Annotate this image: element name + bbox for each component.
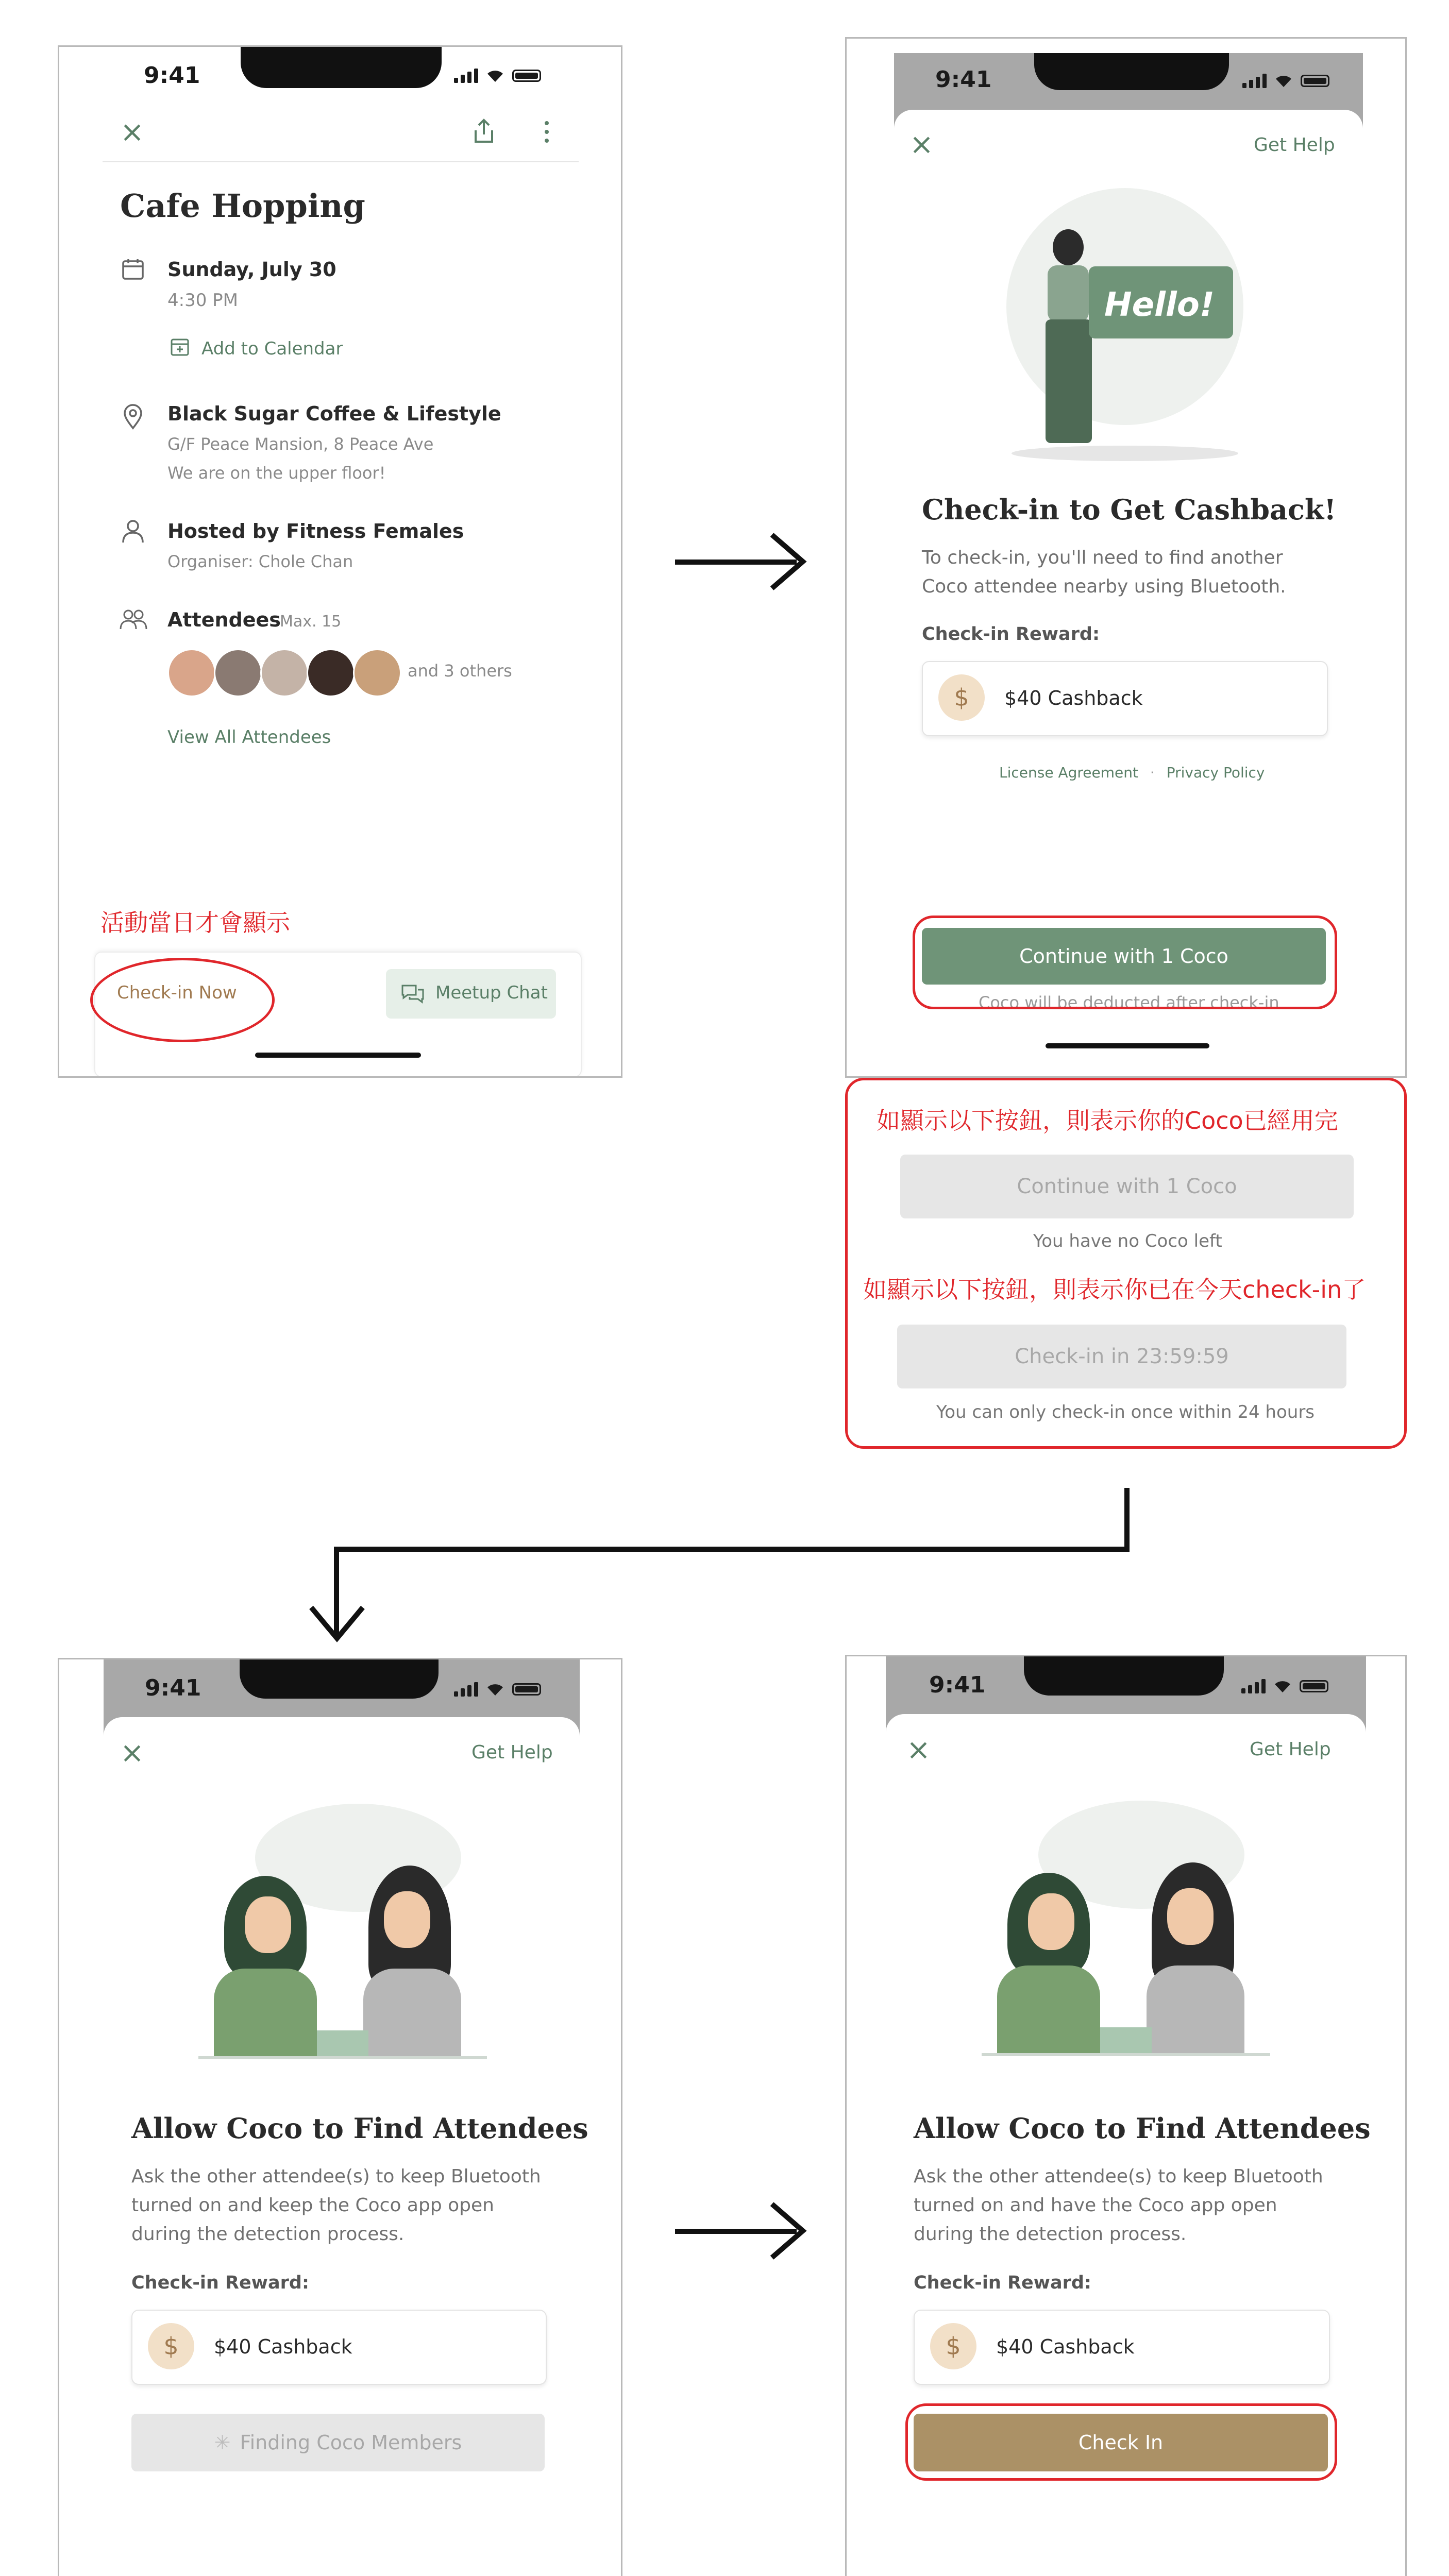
spinner-icon: ✳ xyxy=(214,2431,231,2454)
battery-icon xyxy=(512,70,541,82)
friends-illustration xyxy=(976,1801,1275,2069)
illustration-person1-face xyxy=(245,1896,291,1953)
dollar-coin-icon: $ xyxy=(938,674,985,721)
avatar xyxy=(260,649,309,697)
arrow-head-down-icon xyxy=(307,1603,367,1645)
illustration-cups xyxy=(317,2030,368,2056)
status-bar xyxy=(104,1659,580,1711)
wifi-icon xyxy=(485,1682,505,1697)
divider xyxy=(103,161,579,162)
deduct-note: Coco will be deducted after check-in xyxy=(979,993,1279,1012)
notch xyxy=(240,1659,439,1699)
separator-dot: · xyxy=(1150,764,1155,781)
finding-members-button xyxy=(131,2414,545,2471)
find-attendees-title: Allow Coco to Find Attendees xyxy=(914,2112,1371,2145)
battery-icon xyxy=(1301,75,1329,87)
reward-label: Check-in Reward: xyxy=(922,624,1100,645)
status-bar xyxy=(886,1656,1366,1708)
event-date: Sunday, July 30 xyxy=(167,258,336,281)
status-time: 9:41 xyxy=(144,62,200,89)
organiser: Organiser: Chole Chan xyxy=(167,552,353,571)
friends-illustration xyxy=(193,1804,492,2072)
once-per-day-note: You can only check-in once within 24 hours xyxy=(936,1402,1315,1422)
reward-amount: $40 Cashback xyxy=(214,2335,352,2358)
no-coco-left: You have no Coco left xyxy=(1033,1231,1222,1251)
status-icons xyxy=(454,1682,541,1697)
hello-sign xyxy=(1089,266,1233,338)
hello-illustration xyxy=(996,188,1254,477)
meetup-chat-label: Meetup Chat xyxy=(435,982,548,1003)
others-count: and 3 others xyxy=(408,661,512,681)
illustration-person1-body xyxy=(214,1969,317,2056)
avatar xyxy=(307,649,355,697)
avatar xyxy=(214,649,262,697)
wifi-icon xyxy=(1274,74,1293,88)
flow-connector-horizontal xyxy=(334,1547,1130,1552)
illustration-cups xyxy=(1100,2027,1152,2053)
find-attendees-title: Allow Coco to Find Attendees xyxy=(131,2112,588,2145)
battery-icon xyxy=(512,1683,541,1696)
privacy-policy-link[interactable]: Privacy Policy xyxy=(1166,764,1265,781)
close-icon[interactable]: × xyxy=(120,1736,144,1770)
reward-amount: $40 Cashback xyxy=(1004,687,1143,709)
share-icon[interactable] xyxy=(471,118,496,145)
status-time: 9:41 xyxy=(145,1675,201,1701)
screen-check-in-ready xyxy=(845,1655,1407,2576)
license-agreement-link[interactable]: License Agreement xyxy=(999,764,1138,781)
reward-card xyxy=(922,661,1328,736)
illustration-person2-body xyxy=(1147,1965,1244,2053)
meetup-chat-button[interactable] xyxy=(386,969,556,1019)
get-help-link[interactable]: Get Help xyxy=(1250,1739,1331,1760)
battery-icon xyxy=(1300,1680,1328,1692)
dollar-coin-icon: $ xyxy=(148,2323,194,2369)
status-time: 9:41 xyxy=(929,1672,986,1698)
checkin-title: Check-in to Get Cashback! xyxy=(922,493,1337,526)
continue-disabled-button xyxy=(900,1155,1354,1218)
close-icon[interactable]: × xyxy=(909,128,934,161)
close-icon[interactable]: × xyxy=(120,115,144,149)
annotation-box xyxy=(905,2403,1337,2481)
find-attendees-description: Ask the other attendee(s) to keep Bluetooth turned on and keep the Coco app open during the detection process. xyxy=(131,2166,541,2245)
signal-icon xyxy=(454,69,478,83)
illustration-ground xyxy=(982,2053,1270,2056)
notch xyxy=(241,47,442,88)
signal-icon xyxy=(1242,74,1267,88)
close-icon[interactable]: × xyxy=(906,1733,931,1767)
states-annotation-box xyxy=(845,1078,1407,1449)
attendees-label: Attendees xyxy=(167,608,281,631)
annotation-note: 活動當日才會顯示 xyxy=(100,909,290,937)
dollar-coin-icon: $ xyxy=(930,2323,976,2369)
illustration-person-head xyxy=(1053,229,1084,265)
chat-icon xyxy=(400,982,425,1005)
annotation-box xyxy=(913,916,1337,1009)
flow-connector-vertical xyxy=(1124,1488,1130,1552)
check-in-now-button[interactable]: Check-in Now xyxy=(117,982,237,1003)
get-help-link[interactable]: Get Help xyxy=(1254,134,1335,156)
check-in-label: Check In xyxy=(1078,2431,1164,2454)
hello-text: Hello! xyxy=(1104,286,1215,324)
status-icons xyxy=(1242,74,1329,88)
find-attendees-description: Ask the other attendee(s) to keep Bluetooth turned on and have the Coco app open during the detection process. xyxy=(914,2166,1323,2245)
status-icons xyxy=(454,69,541,83)
arrow-head-icon xyxy=(768,531,809,592)
wifi-icon xyxy=(485,69,505,83)
signal-icon xyxy=(454,1682,478,1697)
more-icon[interactable] xyxy=(544,120,550,144)
home-indicator xyxy=(255,1053,421,1058)
checkin-countdown-button xyxy=(897,1325,1346,1388)
venue-note: We are on the upper floor! xyxy=(167,463,386,483)
countdown-label: Check-in in 23:59:59 xyxy=(1015,1345,1229,1368)
continue-disabled-label: Continue with 1 Coco xyxy=(1017,1175,1237,1198)
wifi-icon xyxy=(1273,1679,1292,1693)
notch xyxy=(1024,1656,1224,1696)
attendees-max: Max. 15 xyxy=(280,613,342,631)
calendar-add-icon xyxy=(170,336,190,357)
reward-amount: $40 Cashback xyxy=(996,2335,1135,2358)
status-bar xyxy=(894,53,1363,105)
no-coco-note: 如顯示以下按鈕，則表示你的Coco已經用完 xyxy=(877,1107,1338,1134)
reward-card xyxy=(914,2310,1330,2385)
people-icon xyxy=(119,608,148,631)
illustration-ground xyxy=(198,2056,487,2059)
finding-label: Finding Coco Members xyxy=(240,2431,462,2454)
avatar xyxy=(167,649,216,697)
already-checked-note: 如顯示以下按鈕，則表示你已在今天check-in了 xyxy=(863,1276,1366,1303)
status-icons xyxy=(1241,1679,1328,1693)
illustration-shadow xyxy=(1012,446,1238,461)
add-to-calendar-link[interactable]: Add to Calendar xyxy=(201,338,343,359)
status-time: 9:41 xyxy=(935,66,992,93)
signal-icon xyxy=(1241,1679,1266,1693)
event-time: 4:30 PM xyxy=(167,290,238,311)
legal-links xyxy=(999,764,1265,781)
continue-label: Continue with 1 Coco xyxy=(1019,945,1228,968)
illustration-person-legs xyxy=(1046,319,1092,443)
illustration-person2-face xyxy=(1167,1888,1214,1945)
reward-label: Check-in Reward: xyxy=(131,2273,309,2293)
illustration-person1-face xyxy=(1028,1893,1074,1950)
screen-finding-attendees xyxy=(58,1658,622,2576)
screen-checkin-intro xyxy=(845,37,1407,1078)
venue-address: G/F Peace Mansion, 8 Peace Ave xyxy=(167,434,434,454)
host-name: Hosted by Fitness Females xyxy=(167,520,464,543)
checkin-description: To check-in, you'll need to find another Coco attendee nearby using Bluetooth. xyxy=(922,547,1286,597)
reward-label: Check-in Reward: xyxy=(914,2273,1091,2293)
illustration-person2-face xyxy=(384,1891,430,1948)
arrow-head-icon xyxy=(768,2200,809,2262)
person-icon xyxy=(121,519,145,544)
reward-card xyxy=(131,2310,547,2385)
notch xyxy=(1034,53,1229,90)
avatar xyxy=(353,649,401,697)
status-bar xyxy=(59,47,621,98)
event-title: Cafe Hopping xyxy=(120,187,365,225)
illustration-person1-body xyxy=(997,1965,1100,2053)
annotation-circle xyxy=(90,958,275,1042)
calendar-icon xyxy=(121,257,145,281)
screen-event-details xyxy=(58,45,622,1078)
attendee-avatars[interactable] xyxy=(167,649,405,696)
illustration-person2-body xyxy=(363,1969,461,2056)
get-help-link[interactable]: Get Help xyxy=(471,1742,553,1763)
venue-name: Black Sugar Coffee & Lifestyle xyxy=(167,402,501,425)
location-icon xyxy=(122,403,144,430)
home-indicator xyxy=(1046,1043,1209,1048)
view-all-attendees-link[interactable]: View All Attendees xyxy=(167,727,331,748)
illustration-person-body xyxy=(1048,265,1089,322)
